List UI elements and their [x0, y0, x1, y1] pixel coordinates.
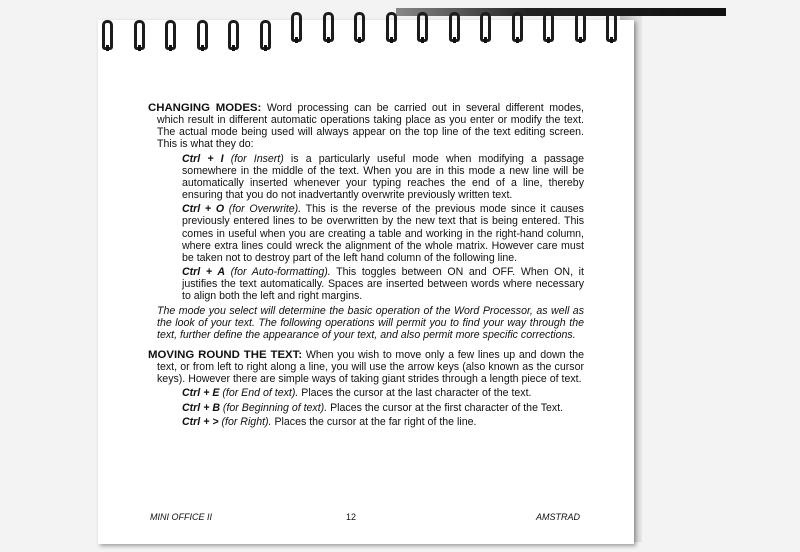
binding-ring: [134, 20, 145, 50]
changing-modes-heading: CHANGING MODES:: [148, 102, 262, 114]
binding-ring: [228, 20, 239, 50]
key-end-label: (for End of text).: [222, 387, 299, 400]
key-right-label: (for Right).: [221, 415, 272, 428]
binding-ring: [291, 12, 302, 42]
binding-ring: [260, 20, 271, 50]
binding-ring: [575, 12, 586, 42]
mode-insert: [148, 153, 584, 202]
binding-ring: [449, 12, 460, 42]
binding-ring: [480, 12, 491, 42]
binding-bar: [396, 8, 726, 16]
binding-ring: [543, 12, 554, 42]
moving-round-heading: MOVING ROUND THE TEXT:: [148, 348, 303, 361]
key-end-key: Ctrl + E: [182, 387, 220, 400]
binding-ring: [354, 12, 365, 42]
mode-note: The mode you select will determine the basic operation of the Word Processor, as well as the look of your text. The following operations will permit you to find your way through the text, further define the appearance of your text, and also permit more specific corrections.: [157, 304, 584, 341]
mode-autoformat: [148, 266, 584, 302]
footer-brand: AMSTRAD: [535, 512, 580, 522]
page-number: 12: [346, 512, 357, 522]
changing-modes-paragraph: [148, 102, 584, 151]
key-right: [148, 416, 584, 428]
mode-insert-key: Ctrl + I: [182, 152, 224, 165]
moving-round-intro: When you wish to move only a few lines up and down the text, or from left to right along a line, you will use the arrow keys (also known as the cursor keys). However there are simple ways of taking giant strides through a length piece of text.: [157, 348, 584, 386]
binding-ring: [386, 12, 397, 42]
mode-insert-label: (for Insert): [230, 152, 284, 165]
binding-ring: [512, 12, 523, 42]
page-footer: [150, 512, 580, 526]
mode-overwrite-text: This is the reverse of the previous mode since it causes previously entered lines to be overwritten by the new text that is being entered. This comes in useful when you are creating a table and working in the right-hand column, where extra lines could wreck the alignment of the whole matrix. However care must be taken not to destroy part of the left hand column of the following line.: [182, 203, 584, 264]
mode-overwrite: [148, 203, 584, 264]
footer-title: MINI OFFICE II: [150, 512, 212, 522]
key-end-text: Places the cursor at the last character of the text.: [301, 387, 532, 400]
changing-modes-intro: Word processing can be carried out in several different modes, which result in different automatic operations taking place as you enter or modify the text. The actual mode being used will always appear on the top line of the text editing screen. This is what they do:: [157, 102, 584, 151]
binding-ring: [102, 20, 113, 50]
binding-ring: [417, 12, 428, 42]
mode-overwrite-label: (for Overwrite).: [228, 203, 302, 216]
key-beginning-label: (for Beginning of text).: [222, 401, 328, 414]
key-end: [148, 387, 584, 399]
mode-overwrite-key: Ctrl + O: [182, 203, 225, 216]
key-beginning: [148, 402, 584, 414]
key-right-key: Ctrl + >: [182, 415, 219, 428]
mode-autoformat-text: This toggles between ON and OFF. When ON, it justifies the text automatically. Spaces are inserted between words where necessary to align both the left and right margins.: [182, 266, 584, 303]
spiral-binding: [96, 6, 636, 42]
binding-ring: [606, 12, 617, 42]
moving-round-paragraph: [148, 349, 584, 385]
key-beginning-text: Places the cursor at the first character of the Text.: [330, 401, 564, 414]
binding-ring: [165, 20, 176, 50]
mode-autoformat-label: (for Auto-formatting).: [230, 266, 331, 279]
binding-ring: [197, 20, 208, 50]
key-right-text: Places the cursor at the far right of the line.: [274, 415, 477, 428]
mode-autoformat-key: Ctrl + A: [182, 266, 225, 279]
binding-ring: [323, 12, 334, 42]
mode-insert-text: is a particularly useful mode when modifying a passage somewhere in the middle of the text. When you are in this mode a new line will be automatically inserted whenever your typing reaches the end of a line, thereby ensuring that you do not inadvertantly overwrite previously written text.: [182, 152, 585, 202]
key-beginning-key: Ctrl + B: [182, 401, 220, 414]
page-content: [148, 102, 584, 430]
